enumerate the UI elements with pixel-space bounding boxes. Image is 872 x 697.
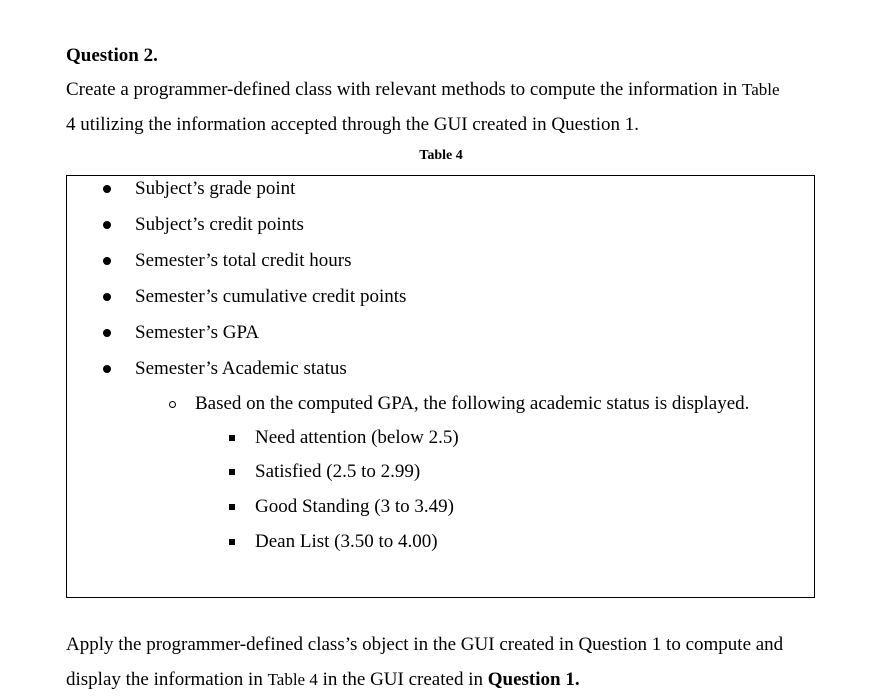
square-bullet-icon	[229, 469, 235, 475]
bullet-icon	[103, 257, 111, 265]
footer-line-2-table-ref: Table 4	[267, 670, 318, 689]
footer-line-2-mid: in the GUI created in	[317, 669, 488, 690]
intro-line-1-table-ref: Table	[742, 80, 780, 99]
bullet-icon	[103, 365, 111, 373]
square-bullet-icon	[229, 435, 235, 441]
square-bullet-icon	[229, 539, 235, 545]
list-item-cumulative-credit-points: Semester’s cumulative credit points	[135, 286, 407, 307]
question-heading: Question 2.	[66, 45, 158, 66]
intro-line-2: 4 utilizing the information accepted through the GUI created in Question 1.	[66, 114, 639, 135]
list-item-gpa: Semester’s GPA	[135, 322, 260, 343]
sub-item-gpa-status: Based on the computed GPA, the following academic status is displayed.	[195, 393, 750, 414]
bullet-icon	[103, 293, 111, 301]
footer-line-2-question-ref: Question 1.	[487, 669, 580, 690]
status-need-attention: Need attention (below 2.5)	[255, 427, 459, 448]
footer-line-1: Apply the programmer-defined class’s object in the GUI created in Question 1 to compute and	[66, 634, 784, 655]
status-dean-list: Dean List (3.50 to 4.00)	[255, 531, 438, 552]
square-bullet-icon	[229, 504, 235, 510]
bullet-icon	[103, 221, 111, 229]
footer-line-2	[66, 668, 580, 692]
status-good-standing: Good Standing (3 to 3.49)	[255, 496, 454, 517]
list-item-academic-status: Semester’s Academic status	[135, 358, 347, 379]
footer-line-2-pre: display the information in	[66, 669, 268, 690]
intro-line-1-text: Create a programmer-defined class with relevant methods to compute the information in	[66, 79, 743, 100]
list-item-total-credit-hours: Semester’s total credit hours	[135, 250, 352, 271]
table-caption: Table 4	[419, 148, 463, 163]
table-box	[66, 175, 815, 598]
bullet-icon	[103, 185, 111, 193]
list-item-grade-point: Subject’s grade point	[135, 178, 296, 199]
status-satisfied: Satisfied (2.5 to 2.99)	[255, 461, 421, 482]
list-item-credit-points: Subject’s credit points	[135, 214, 304, 235]
intro-line-1	[66, 78, 780, 102]
circle-bullet-icon	[169, 401, 176, 408]
bullet-icon	[103, 329, 111, 337]
